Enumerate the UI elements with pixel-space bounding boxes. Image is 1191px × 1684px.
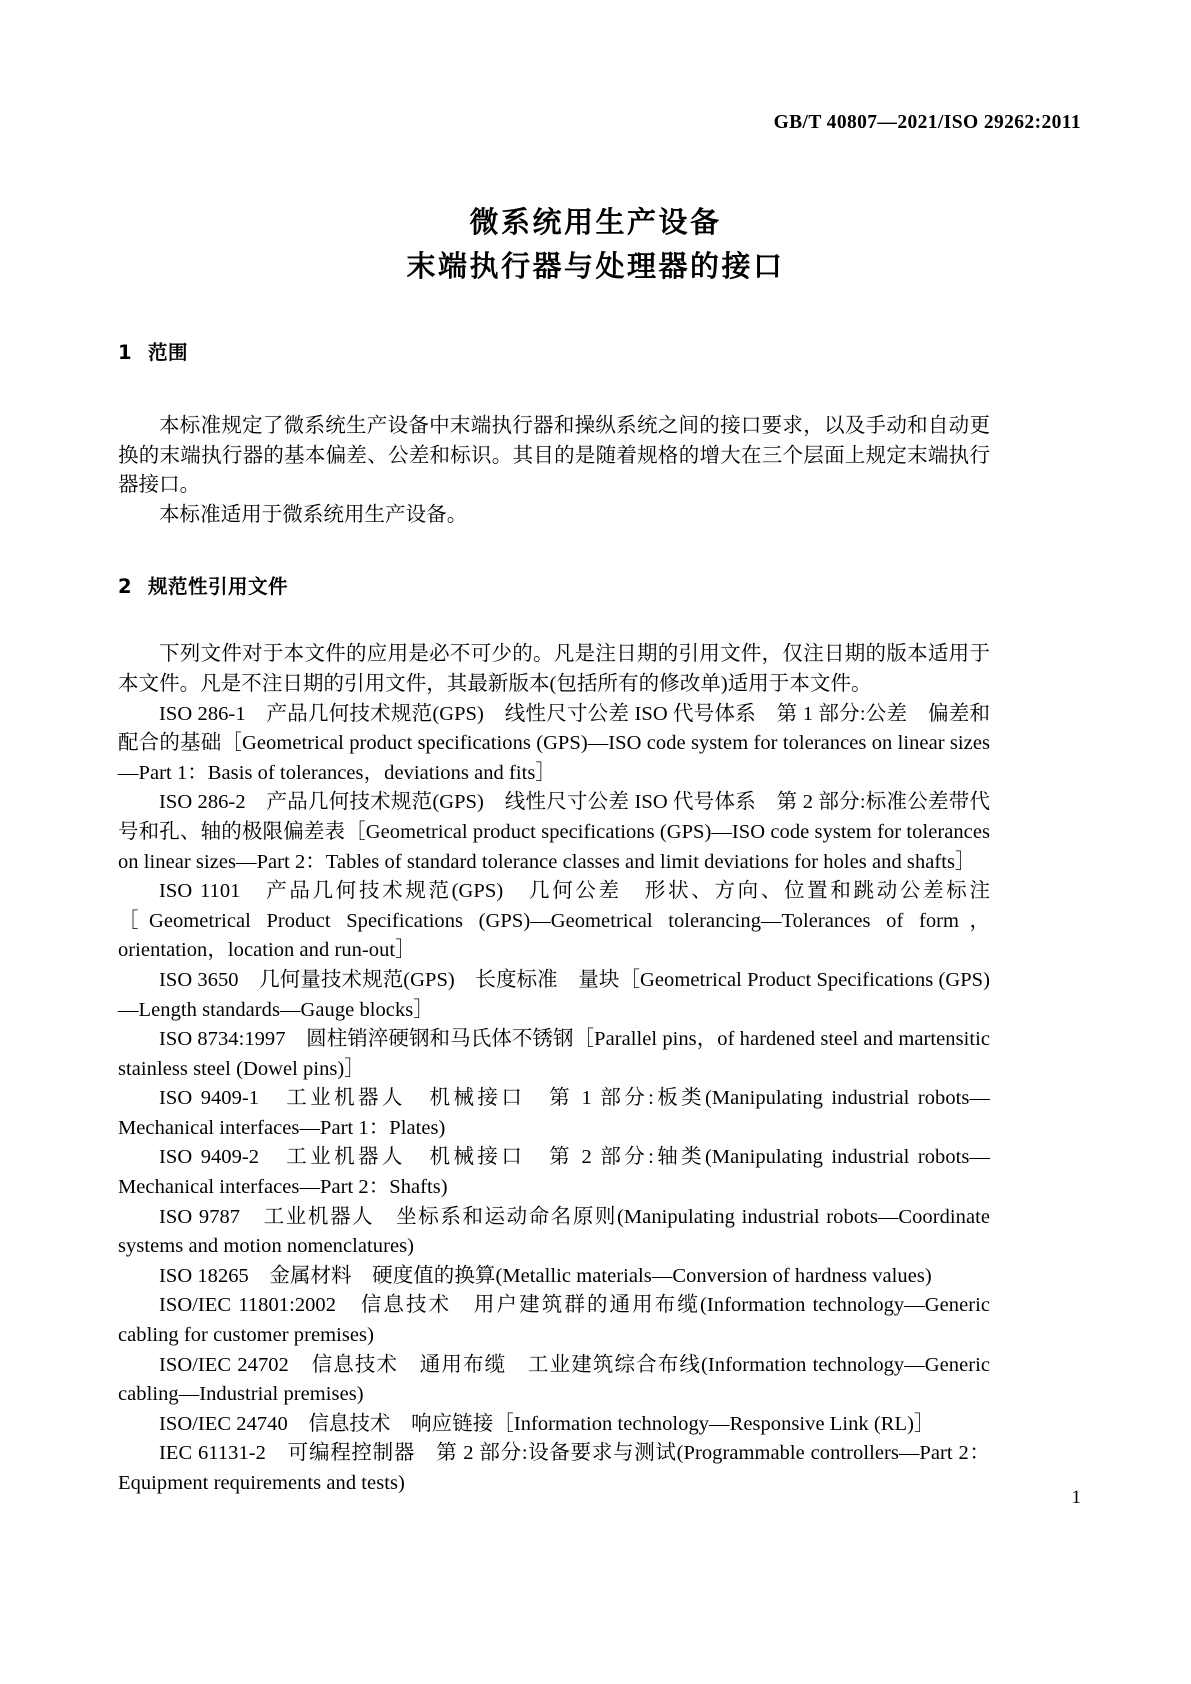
normative-reference-item: ISO 9787 工业机器人 坐标系和运动命名原则(Manipulating industrial robots—Coordinate systems and motion nomenclatures) [118, 1205, 990, 1258]
normative-reference-item: ISO 286-2 产品几何技术规范(GPS) 线性尺寸公差 ISO 代号体系 第 2 部分:标准公差带代号和孔、轴的极限偏差表［Geometrical product specifications (GPS)—ISO code system for tolerances on linear sizes—Part 2：Tables of standard tolerance classes and limit deviations for holes and shafts］ [118, 791, 990, 873]
section-title-1: 范围 [148, 341, 189, 364]
normative-reference-item: ISO 9409-1 工业机器人 机械接口 第 1 部分:板类(Manipulating industrial robots—Mechanical interfaces—Part 1：Plates) [118, 1087, 990, 1139]
running-header-standard-code: GB/T 40807—2021/ISO 29262:2011 [773, 112, 1081, 133]
title-line-1: 微系统用生产设备 [469, 205, 722, 239]
section-1-paragraph-1: 本标准规定了微系统生产设备中末端执行器和操纵系统之间的接口要求，以及手动和自动更换的末端执行器的基本偏差、公差和标识。其目的是随着规格的增大在三个层面上规定末端执行器接口。 [118, 415, 990, 497]
spacer-after-heading-2 [118, 600, 990, 640]
section-heading-1 [118, 340, 990, 366]
normative-reference-item: ISO 9409-2 工业机器人 机械接口 第 2 部分:轴类(Manipulating industrial robots—Mechanical interfaces—Part 2：Shafts) [118, 1146, 990, 1199]
normative-reference-item: ISO 1101 产品几何技术规范(GPS) 几何公差 形状、方向、位置和跳动公差标注［Geometrical Product Specifications (GPS)—Geometrical tolerancing—Tolerances of form，orientation，location and run-out］ [118, 880, 990, 962]
normative-reference-item: ISO 18265 金属材料 硬度值的换算(Metallic materials—Conversion of hardness values) [159, 1264, 932, 1287]
section-number-2: 2 [118, 575, 133, 599]
section-2-paragraph-1: 下列文件对于本文件的应用是必不可少的。凡是注日期的引用文件，仅注日期的版本适用于本文件。凡是不注日期的引用文件，其最新版本(包括所有的修改单)适用于本文件。 [118, 643, 990, 695]
normative-reference-item: ISO 8734:1997 圆柱销淬硬钢和马氏体不锈钢［Parallel pins，of hardened steel and martensitic stainless steel (Dowel pins)］ [118, 1028, 990, 1080]
normative-reference-item: ISO 3650 几何量技术规范(GPS) 长度标准 量块［Geometrical Product Specifications (GPS)—Length standards—Gauge blocks］ [118, 968, 990, 1021]
document-body [118, 340, 990, 1499]
section-1-paragraph-2: 本标准适用于微系统用生产设备。 [159, 503, 468, 526]
normative-reference-item: ISO/IEC 11801:2002 信息技术 用户建筑群的通用布缆(Information technology—Generic cabling for customer premises) [118, 1294, 990, 1347]
title-line-2: 末端执行器与处理器的接口 [406, 249, 785, 283]
page-number: 1 [1071, 1487, 1081, 1508]
normative-reference-item: ISO/IEC 24702 信息技术 通用布缆 工业建筑综合布线(Information technology—Generic cabling—Industrial premises) [118, 1353, 990, 1406]
normative-reference-item: ISO/IEC 24740 信息技术 响应链接［Information technology—Responsive Link (RL)］ [159, 1412, 935, 1435]
spacer-before-heading-2 [118, 530, 990, 574]
normative-reference-item: ISO 286-1 产品几何技术规范(GPS) 线性尺寸公差 ISO 代号体系 第 1 部分:公差 偏差和配合的基础［Geometrical product specifications (GPS)—ISO code system for tolerances on linear sizes—Part 1：Basis of tolerances，deviations and fits］ [118, 702, 990, 784]
spacer-after-heading-1 [118, 366, 990, 412]
section-heading-2 [118, 574, 990, 600]
normative-reference-item: IEC 61131-2 可编程控制器 第 2 部分:设备要求与测试(Programmable controllers—Part 2：Equipment requirements and tests) [118, 1442, 990, 1494]
section-number-1: 1 [118, 341, 133, 364]
section-title-2: 规范性引用文件 [148, 575, 289, 599]
page-title [0, 200, 1191, 288]
